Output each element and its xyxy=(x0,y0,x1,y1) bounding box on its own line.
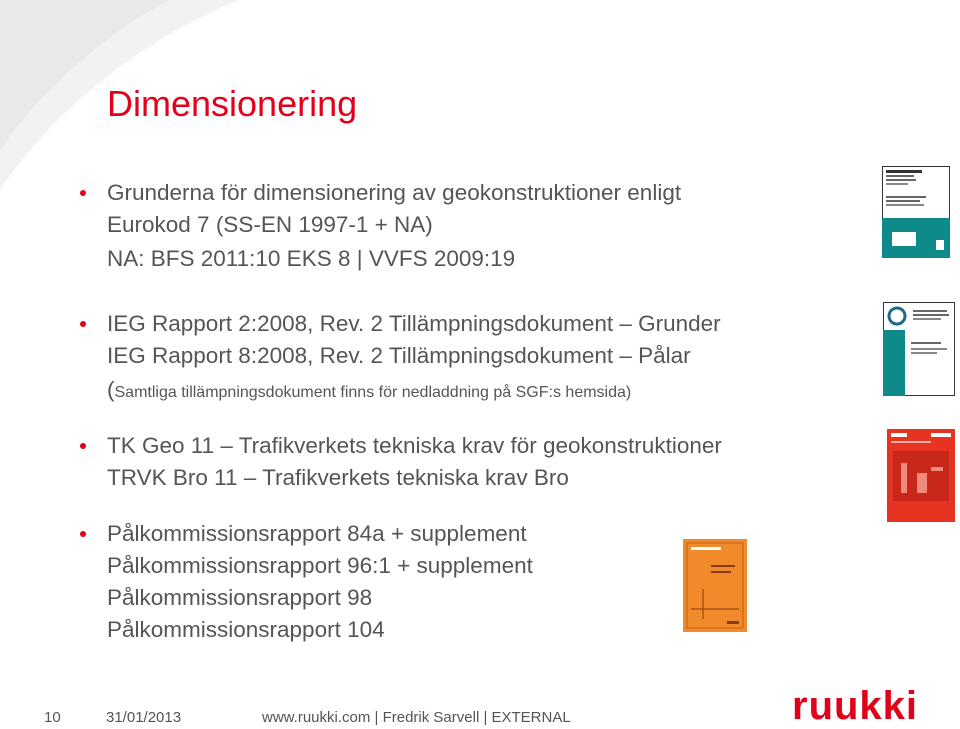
bullet-block-ieg xyxy=(80,308,721,409)
slide-title: Dimensionering xyxy=(107,83,358,124)
eurokod-document-thumbnail xyxy=(882,166,950,258)
bullet-text-continuation: IEG Rapport 8:2008, Rev. 2 Tillämpningsdokument – Pålar xyxy=(107,343,691,368)
ruukki-logo xyxy=(792,688,956,724)
bullet-item xyxy=(80,177,681,209)
na-text: NA: BFS 2011:10 EKS 8 | VVFS 2009:19 xyxy=(107,246,516,271)
note-body: Samtliga tillämpningsdokument finns för nedladdning på SGF:s hemsida) xyxy=(114,384,632,401)
page-number: 10 xyxy=(44,709,61,726)
bullet-text-continuation: Eurokod 7 (SS-EN 1997-1 + NA) xyxy=(107,212,433,237)
ruukki-logo-text: ruukki xyxy=(792,688,919,724)
bullet-block-trafikverket xyxy=(80,430,722,494)
bullet-dot xyxy=(80,443,86,449)
bullet-dot xyxy=(80,321,86,327)
bullet-dot xyxy=(80,190,86,196)
bullet-item xyxy=(80,518,533,550)
footer-date: 31/01/2013 xyxy=(106,709,182,726)
bullet-item xyxy=(80,430,722,462)
bullet-block-eurokod xyxy=(80,177,681,275)
trafikverket-document-thumbnail xyxy=(887,429,955,522)
bullet-text: Grunderna för dimensionering av geokonstruktioner enligt xyxy=(107,180,682,205)
bullet-text-continuation: Pålkommissionsrapport 104 xyxy=(107,617,385,642)
footer-info: www.ruukki.com | Fredrik Sarvell | EXTERNAL xyxy=(262,709,571,726)
bullet-text: Pålkommissionsrapport 84a + supplement xyxy=(107,521,527,546)
note-paren: ( xyxy=(107,377,115,402)
palkommission-report-thumbnail xyxy=(683,539,747,632)
bullet-text-continuation: Pålkommissionsrapport 98 xyxy=(107,585,373,610)
bullet-dot xyxy=(80,531,86,537)
bullet-text: TK Geo 11 – Trafikverkets tekniska krav för geokonstruktioner xyxy=(107,433,722,458)
note-text xyxy=(80,374,721,409)
bullet-text: IEG Rapport 2:2008, Rev. 2 Tillämpningsdokument – Grunder xyxy=(107,311,721,336)
bullet-block-palkommission xyxy=(80,518,533,646)
ieg-document-thumbnail xyxy=(883,302,955,396)
bullet-item xyxy=(80,308,721,340)
bullet-text-continuation: TRVK Bro 11 – Trafikverkets tekniska krav Bro xyxy=(107,465,569,490)
bullet-text-continuation: Pålkommissionsrapport 96:1 + supplement xyxy=(107,553,533,578)
